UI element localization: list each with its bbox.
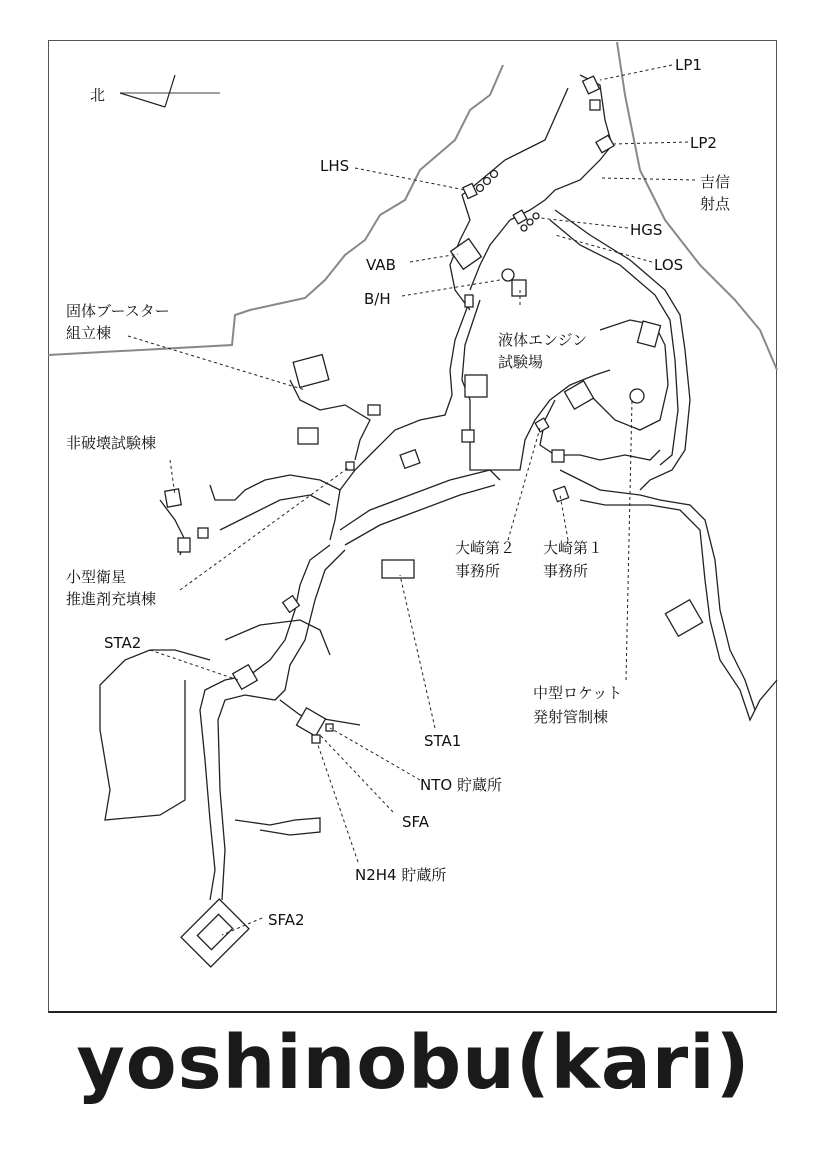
buildings	[165, 76, 703, 967]
label-vab: VAB	[366, 256, 396, 274]
building-sta1	[382, 560, 414, 578]
building-sfa	[326, 724, 333, 731]
label-small-sat-2: 推進剤充填棟	[66, 590, 157, 608]
label-osaki1-1: 大崎第１	[543, 539, 604, 557]
building-solid-booster-annex	[368, 405, 380, 415]
label-small-sat-1: 小型衛星	[66, 568, 127, 586]
label-yoshinobu-2: 射点	[700, 195, 731, 213]
label-lp2: LP2	[690, 134, 717, 152]
label-yoshinobu-1: 吉信	[700, 173, 731, 191]
label-los: LOS	[654, 256, 684, 274]
building-solid-booster	[293, 355, 329, 388]
caption-title: yoshinobu(kari)	[76, 1020, 751, 1106]
building-nto	[296, 708, 325, 736]
building-central-2	[462, 430, 474, 442]
label-ndt: 非破壊試験棟	[66, 434, 157, 452]
tank-lhs-1	[477, 185, 484, 192]
building-bh	[502, 269, 514, 281]
tank-hgs-2	[533, 213, 539, 219]
label-sta2: STA2	[104, 634, 142, 652]
label-nto: NTO 貯蔵所	[420, 776, 502, 794]
label-osaki2-1: 大崎第２	[455, 539, 516, 557]
building-lp-area	[590, 100, 600, 110]
label-bh: B/H	[364, 290, 391, 308]
tank-hgs-3	[521, 225, 527, 231]
leader-lines	[128, 65, 695, 935]
building-central-1	[465, 375, 487, 397]
building-east-1	[637, 321, 660, 347]
north-arrow	[120, 75, 220, 107]
building-liquid-engine	[512, 280, 526, 296]
building-n2h4	[312, 735, 320, 743]
label-osaki2-2: 事務所	[455, 562, 501, 580]
label-mid-rocket-1: 中型ロケット	[533, 684, 623, 702]
label-liquid-engine-1: 液体エンジン	[498, 331, 588, 349]
building-solid-booster-2	[298, 428, 318, 444]
label-solid-booster-2: 組立棟	[66, 324, 112, 342]
label-liquid-engine-2: 試験場	[498, 353, 544, 371]
tank-lhs-2	[484, 178, 491, 185]
building-mid-rocket-control	[630, 389, 644, 403]
building-osaki1	[553, 486, 568, 501]
building-ndt-3	[198, 528, 208, 538]
building-small-1	[465, 295, 473, 307]
building-lp2	[596, 135, 614, 152]
tank-lhs-3	[491, 171, 498, 178]
label-lp1: LP1	[675, 56, 702, 74]
building-east-2	[665, 600, 702, 637]
label-n2h4: N2H4 貯蔵所	[355, 866, 447, 884]
label-lhs: LHS	[320, 157, 350, 175]
label-sfa: SFA	[402, 813, 430, 831]
building-osaki2-annex	[535, 418, 549, 432]
label-hgs: HGS	[630, 221, 663, 239]
building-central-3	[400, 450, 420, 469]
building-lp1	[583, 76, 600, 94]
label-sta1: STA1	[424, 732, 462, 750]
north-label: 北	[90, 86, 106, 104]
label-osaki1-2: 事務所	[543, 562, 589, 580]
building-vab	[451, 239, 482, 270]
label-mid-rocket-2: 発射管制棟	[533, 708, 609, 726]
tank-hgs-1	[527, 219, 533, 225]
label-solid-booster-1: 固体ブースター	[66, 302, 170, 320]
label-sfa2: SFA2	[268, 911, 305, 929]
building-ndt	[165, 489, 182, 507]
building-osaki1-a	[552, 450, 564, 462]
building-sta2	[233, 665, 258, 690]
coastline-east	[617, 42, 777, 370]
building-ndt-2	[178, 538, 190, 552]
